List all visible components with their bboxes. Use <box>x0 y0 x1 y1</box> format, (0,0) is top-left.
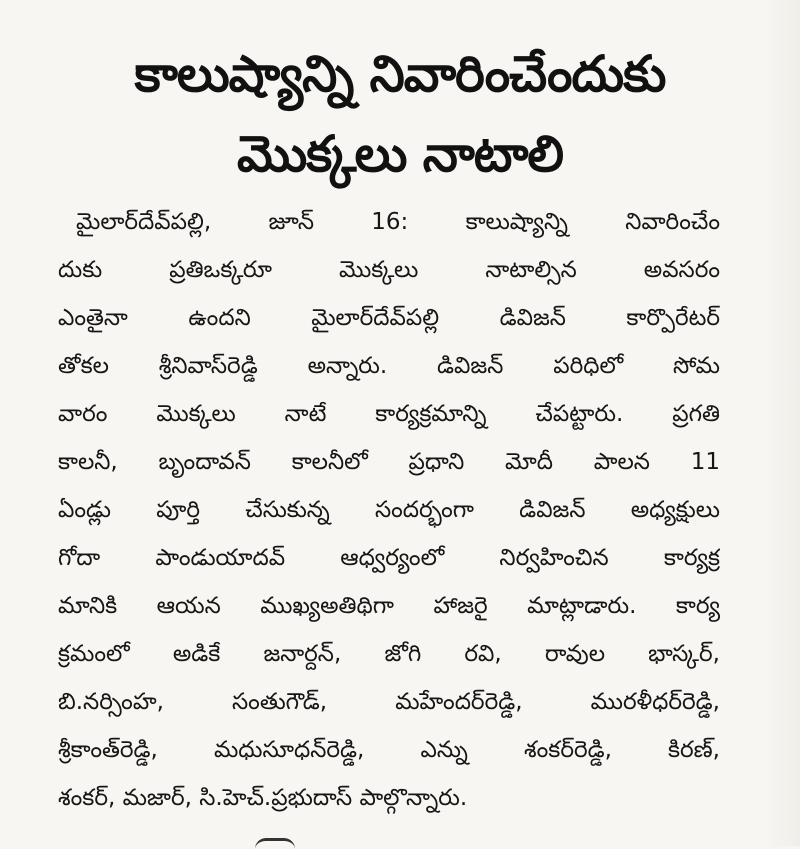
headline-line-2: మొక్కలు నాటాలి <box>236 125 564 183</box>
headline-line-1: కాలుష్యాన్ని నివారించేందుకు <box>134 45 666 103</box>
page-edge <box>764 0 800 846</box>
article-line: తోకల శ్రీనివాస్‌రెడ్డి అన్నారు. డివిజన్ పరిధిలో సోమ <box>58 353 720 379</box>
article-line: వారం మొక్కలు నాటే కార్యక్రమాన్ని చేపట్టారు. ప్రగతి <box>58 401 720 427</box>
article-line: శంకర్, మజార్, సి.హెచ్.ప్రభుదాస్ పాల్గొన్నారు. <box>58 785 468 811</box>
article-line: ఎంతైనా ఉందని మైలార్‌దేవ్‌పల్లి డివిజన్ కార్పొరేటర్ <box>58 305 720 331</box>
cropped-text-fragment <box>430 0 600 6</box>
article-line: బి.నర్సింహ, సంతుగౌడ్, మహేందర్‌రెడ్డి, మురళీధర్‌రెడ్డి, <box>58 689 720 715</box>
article-line: గోదా పాండుయాదవ్ ఆధ్వర్యంలో నిర్వహించిన కార్యక్ర <box>58 545 720 571</box>
article-line: మానికి ఆయన ముఖ్యఅతిథిగా హాజరై మాట్లాడారు. కార్య <box>58 593 720 619</box>
cropped-glyph-fragment <box>255 838 295 849</box>
article-line: శ్రీకాంత్‌రెడ్డి, మధుసూధన్‌రెడ్డి, ఎన్ను శంకర్‌రెడ్డి, కిరణ్, <box>58 737 720 763</box>
article-line: మైలార్‌దేవ్‌పల్లి, జూన్ 16: కాలుష్యాన్ని నివారించేం <box>76 209 720 235</box>
article-body <box>58 198 720 822</box>
article-line: ఏండ్లు పూర్తి చేసుకున్న సందర్భంగా డివిజన్ అధ్యక్షులు <box>58 497 720 523</box>
article-line: దుకు ప్రతిఒక్కరూ మొక్కలు నాటాల్సిన అవసరం <box>58 257 720 283</box>
article-line: క్రమంలో అడికే జనార్దన్, జోగి రవి, రావుల భాస్కర్, <box>58 641 720 667</box>
article-line: కాలనీ, బృందావన్ కాలనీలో ప్రధాని మోదీ పాలన 11 <box>58 449 720 475</box>
